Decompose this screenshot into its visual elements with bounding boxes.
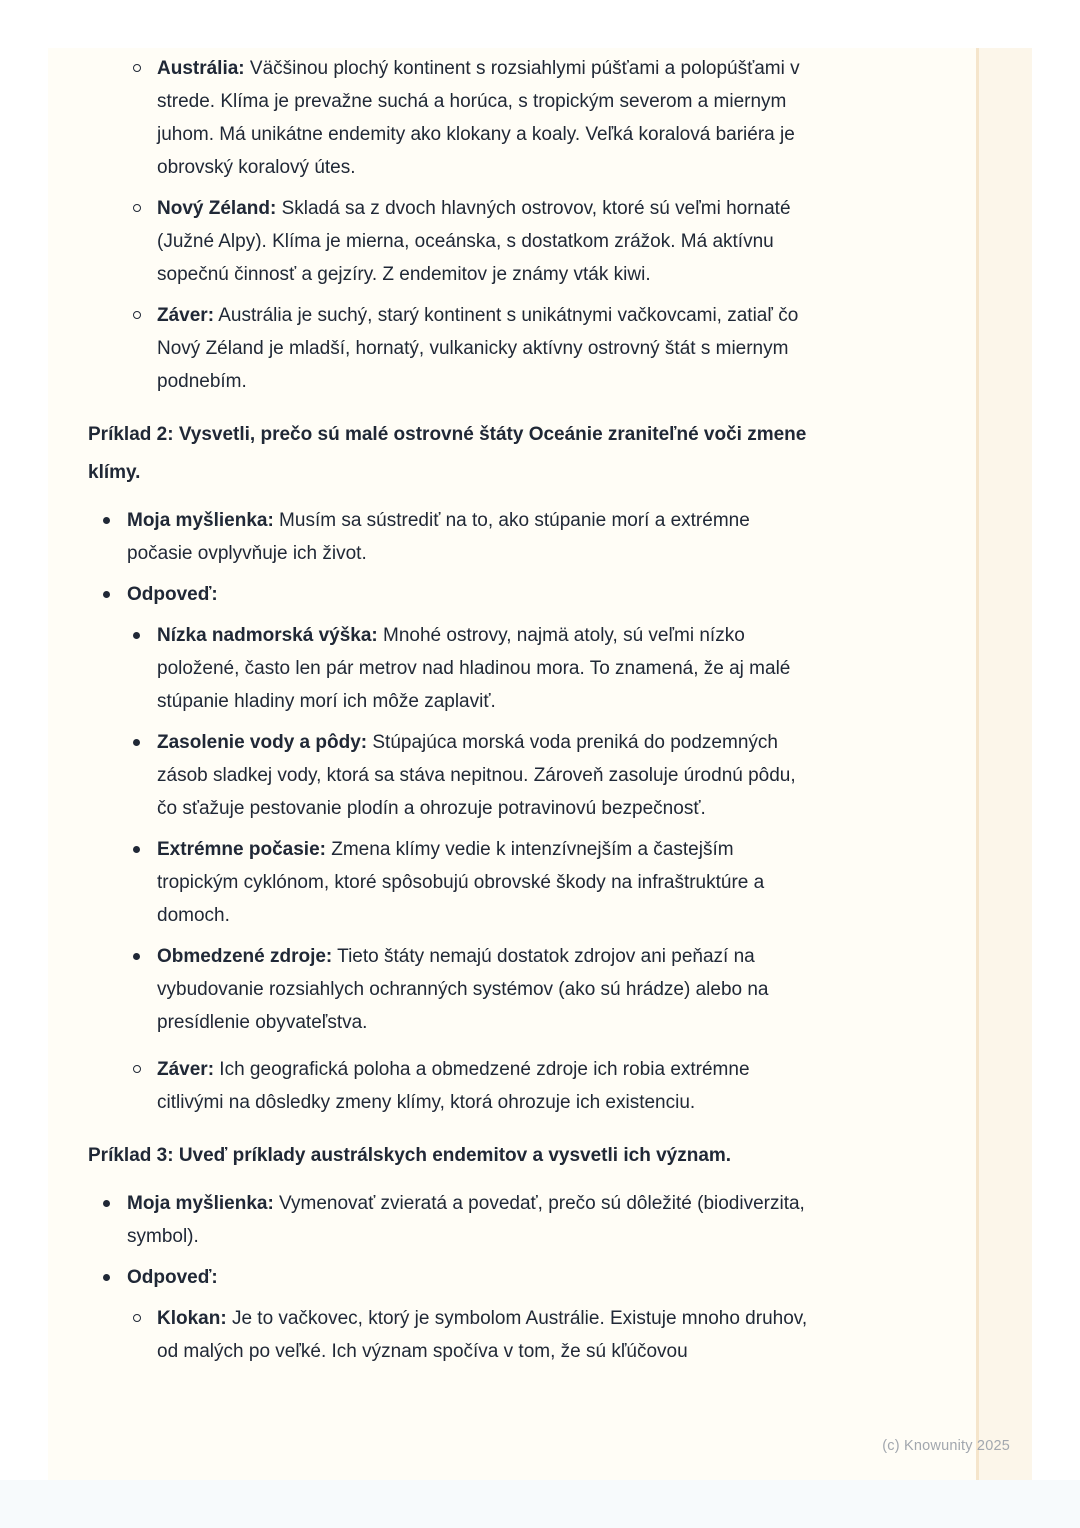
item-label: Zasolenie vody a pôdy: <box>157 732 368 753</box>
disc-bullet-icon <box>103 1187 127 1253</box>
item-text: Moja myšlienka: Musím sa sústrediť na to, ako stúpanie morí a extrémne počasie ovplyvňuje ich život. <box>127 510 750 564</box>
item-label: Austrália: <box>157 58 245 79</box>
item-text: Klokan: Je to vačkovec, ktorý je symbolom Austrálie. Existuje mnoho druhov, od malých po veľké. Ich význam spočíva v tom, že sú kľúčovou <box>157 1308 808 1362</box>
disc-bullet-icon <box>133 940 157 1039</box>
item-text: Austrália: Väčšinou plochý kontinent s rozsiahlymi púšťami a polopúšťami v strede. Klíma je prevažne suchá a horúca, s tropickým severom a miernym juhom. Má unikátne endemity ako klokany a koaly. Veľká koralová bariéra je obrovský koralový útes. <box>157 58 800 178</box>
item-text: Zasolenie vody a pôdy: Stúpajúca morská voda preniká do podzemných zásob sladkej vody, ktorá sa stáva nepitnou. Zároveň zasoluje úrodnú pôdu, čo sťažuje pestovanie plodín a ohrozuje potravinovú bezpečnosť. <box>157 732 796 819</box>
item-label: Odpoveď: <box>127 584 218 605</box>
list-item <box>88 578 812 611</box>
list-item <box>88 52 812 184</box>
item-label: Extrémne počasie: <box>157 839 326 860</box>
list-item <box>88 940 812 1039</box>
list-item <box>88 504 812 570</box>
item-label: Klokan: <box>157 1308 227 1329</box>
disc-bullet-icon <box>103 578 127 611</box>
circle-bullet-icon <box>133 192 157 291</box>
circle-bullet-icon <box>133 299 157 398</box>
item-text: Obmedzené zdroje: Tieto štáty nemajú dostatok zdrojov ani peňazí na vybudovanie rozsiahlych ochranných systémov (ako sú hrádze) alebo na presídlenie obyvateľstva. <box>157 946 769 1033</box>
list-item <box>88 1053 812 1119</box>
item-text: Nový Zéland: Skladá sa z dvoch hlavných ostrovov, ktoré sú veľmi hornaté (Južné Alpy). Klíma je mierna, oceánska, s dostatkom zrážok. Má aktívnu sopečnú činnosť a gejzíry. Z endemitov je známy vták kiwi. <box>157 198 791 285</box>
item-label: Moja myšlienka: <box>127 1193 274 1214</box>
example-heading: Príklad 2: Vysvetli, prečo sú malé ostrovné štáty Oceánie zraniteľné voči zmene klímy. <box>88 424 807 483</box>
item-label: Záver: <box>157 1059 215 1080</box>
list-item <box>88 726 812 825</box>
item-label: Nízka nadmorská výška: <box>157 625 378 646</box>
item-label: Moja myšlienka: <box>127 510 274 531</box>
item-text: Nízka nadmorská výška: Mnohé ostrovy, najmä atoly, sú veľmi nízko položené, často len pár metrov nad hladinou mora. To znamená, že aj malé stúpanie hladiny morí ich môže zaplaviť. <box>157 625 791 712</box>
item-label: Nový Zéland: <box>157 198 277 219</box>
disc-bullet-icon <box>133 726 157 825</box>
list-item <box>88 1187 812 1253</box>
item-text: Záver: Austrália je suchý, starý kontinent s unikátnymi vačkovcami, zatiaľ čo Nový Zéland je mladší, hornatý, vulkanicky aktívny ostrovný štát s miernym podnebím. <box>157 305 799 392</box>
document-content <box>88 48 812 1368</box>
disc-bullet-icon <box>133 619 157 718</box>
document-page <box>48 48 1032 1480</box>
circle-bullet-icon <box>133 1302 157 1368</box>
disc-bullet-icon <box>133 833 157 932</box>
item-text: Záver: Ich geografická poloha a obmedzené zdroje ich robia extrémne citlivými na dôsledky zmeny klímy, ktorá ohrozuje ich existenciu. <box>157 1059 750 1113</box>
example-heading: Príklad 3: Uveď príklady austrálskych endemitov a vysvetli ich význam. <box>88 1145 732 1166</box>
list-item <box>88 192 812 291</box>
viewer-bottom-margin <box>0 1480 1080 1528</box>
page-fold-line <box>976 48 979 1480</box>
item-label: Záver: <box>157 305 215 326</box>
list-item <box>88 299 812 398</box>
item-label: Obmedzené zdroje: <box>157 946 333 967</box>
item-text <box>127 1261 812 1294</box>
circle-bullet-icon <box>133 1053 157 1119</box>
list-item <box>88 619 812 718</box>
list-item <box>88 833 812 932</box>
disc-bullet-icon <box>103 1261 127 1294</box>
item-text: Moja myšlienka: Vymenovať zvieratá a povedať, prečo sú dôležité (biodiverzita, symbol). <box>127 1193 805 1247</box>
circle-bullet-icon <box>133 52 157 184</box>
item-label: Odpoveď: <box>127 1267 218 1288</box>
page-edge-band <box>979 48 1032 1480</box>
item-text <box>127 578 812 611</box>
disc-bullet-icon <box>103 504 127 570</box>
item-text: Extrémne počasie: Zmena klímy vedie k intenzívnejším a častejším tropickým cyklónom, ktoré spôsobujú obrovské škody na infraštruktúre a domoch. <box>157 839 765 926</box>
list-item <box>88 1302 812 1368</box>
copyright-watermark: (c) Knowunity 2025 <box>882 1438 1010 1454</box>
list-item <box>88 1261 812 1294</box>
